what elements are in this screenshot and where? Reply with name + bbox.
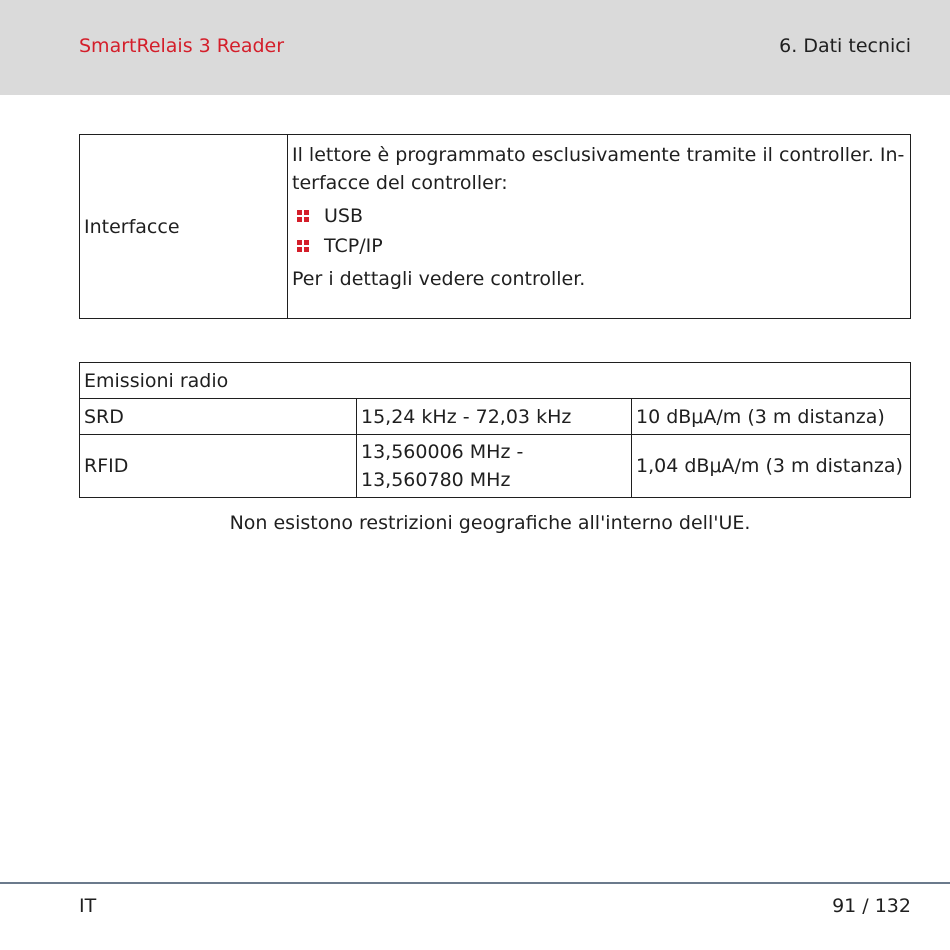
interface-item-usb: USB: [324, 205, 364, 227]
footer-language: IT: [79, 895, 97, 917]
rfid-frequency: [357, 435, 632, 498]
interfaces-intro-line2: terfacce del controller:: [292, 172, 508, 194]
page-header: [0, 0, 950, 95]
rfid-frequency-line2: 13,560780 MHz: [361, 469, 511, 491]
list-item: [292, 235, 906, 257]
interfaces-intro: [292, 141, 906, 197]
interfaces-footnote: Per i dettagli vedere controller.: [292, 268, 586, 290]
rfid-name: RFID: [80, 435, 357, 498]
table-row: [80, 135, 911, 319]
interfaces-content: [288, 135, 911, 319]
radio-emissions-table: [79, 362, 911, 498]
product-title: SmartRelais 3 Reader: [79, 35, 285, 57]
radio-table-title: Emissioni radio: [80, 363, 911, 399]
rfid-frequency-line1: 13,560006 MHz -: [361, 441, 524, 463]
page-number: 91 / 132: [832, 895, 911, 917]
table-row: [80, 435, 911, 498]
interface-item-tcpip: TCP/IP: [324, 235, 383, 257]
rfid-power: 1,04 dBμA/m (3 m distanza): [632, 435, 911, 498]
interfaces-table: [79, 134, 911, 319]
section-title: 6. Dati tecnici: [779, 35, 911, 57]
srd-name: SRD: [80, 399, 357, 435]
list-item: [292, 205, 906, 227]
interfaces-label: Interfacce: [80, 135, 288, 319]
bullet-icon: [297, 240, 310, 253]
srd-frequency: 15,24 kHz - 72,03 kHz: [357, 399, 632, 435]
interfaces-intro-line1: Il lettore è programmato esclusivamente tramite il controller. In-: [292, 144, 905, 166]
table-row: [80, 363, 911, 399]
bullet-icon: [297, 210, 310, 223]
geographic-note: Non esistono restrizioni geografiche all'interno dell'UE.: [229, 512, 751, 534]
srd-power: 10 dBμA/m (3 m distanza): [632, 399, 911, 435]
table-row: [80, 399, 911, 435]
footer-divider: [0, 882, 950, 884]
